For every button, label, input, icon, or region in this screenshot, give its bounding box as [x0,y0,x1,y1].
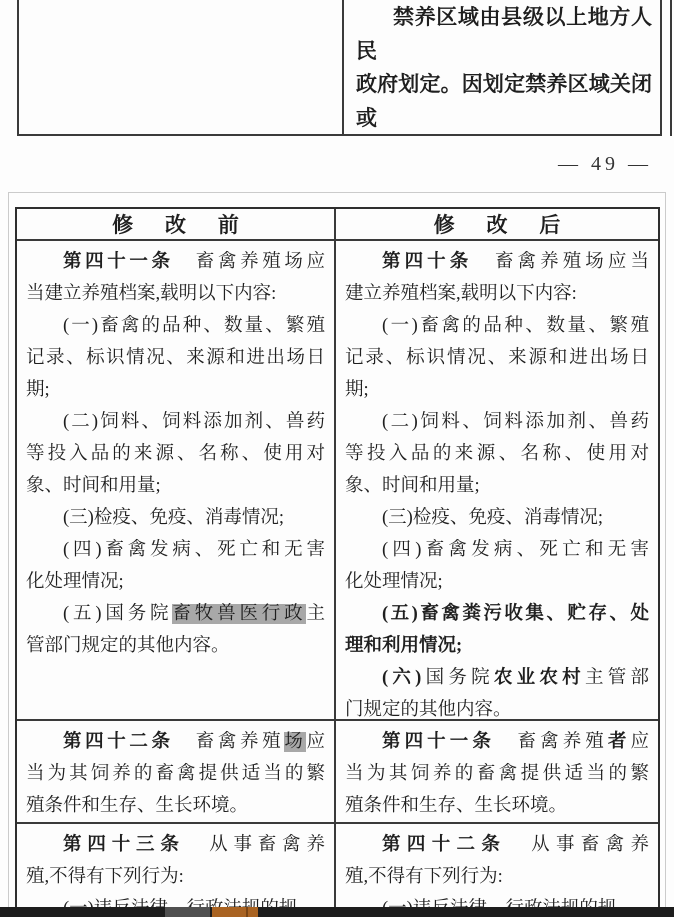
text-line [345,502,649,534]
text-line [26,374,325,406]
text-run: 禁养区域由县级以上地方人民 [356,6,652,63]
text-line [345,342,649,374]
text-run: 殖条件和生存、生长环境。 [26,796,249,816]
text-line [345,470,649,502]
text-line [26,406,325,438]
page-right-border-line [670,0,672,136]
table-header-row [17,209,658,241]
header-before-cell: 修 改 前 [17,209,336,239]
cell-after-article-42 [336,824,658,917]
text-run: (四)畜禽发病、死亡和无害 [382,540,649,560]
bold-text: 第四十二条 [382,835,507,855]
text-line [345,829,649,861]
text-run: 殖,不得有下列行为: [345,867,503,887]
text-run: 应 [630,732,649,752]
text-line [345,790,649,822]
text-line [26,246,325,278]
text-run: 国务院 [421,668,494,688]
text-line [26,502,325,534]
text-run: 政府划定。因划定禁养区域关闭或 [356,73,652,130]
text-line [345,406,649,438]
text-line [26,790,325,822]
text-line [345,694,649,719]
highlighted-text: 畜牧兽医行政 [172,604,307,624]
text-run: 畜禽养殖场应当 [472,252,649,272]
text-run: 建立养殖档案,载明以下内容: [345,284,577,304]
text-run: 主 [306,604,325,624]
bold-text: 者 [607,732,631,752]
previous-comparison-table-fragment [17,0,662,136]
text-line [26,630,325,662]
text-run: 应 [306,732,325,752]
text-run: 畜禽养殖 [494,732,608,752]
text-run: 化处理情况; [26,572,124,592]
text-line [345,566,649,598]
text-run: 化处理情况; [345,572,443,592]
text-run: 期; [26,380,50,400]
text-line [26,566,325,598]
text-line [26,861,325,893]
text-run: 等投入品的来源、名称、使用对 [345,444,649,464]
text-run: (二)饲料、饲料添加剂、兽药 [63,412,325,432]
text-run: (三)检疫、免疫、消毒情况; [63,508,284,528]
cell-before-article-42 [17,721,336,822]
text-run: 象、时间和用量; [26,476,161,496]
page-number: — 49 — [558,153,652,175]
table-row-article-41-40 [17,241,658,721]
text-run: 等投入品的来源、名称、使用对 [26,444,325,464]
text-run: (二)饲料、饲料添加剂、兽药 [382,412,649,432]
taskbar-orange-segment[interactable] [212,907,258,917]
text-run: (一)畜禽的品种、数量、繁殖 [63,316,325,336]
text-line [345,374,649,406]
bold-text: 理和利用情况; [345,636,463,656]
bold-text: 第四十一条 [382,732,495,752]
text-run: 当为其饲养的畜禽提供适当的繁 [26,764,325,784]
bottom-taskbar [0,907,674,917]
text-run: 从事畜禽养 [184,835,325,855]
text-run: 记录、标识情况、来源和进出场日 [26,348,325,368]
text-line [26,829,325,861]
text-line [26,310,325,342]
text-line [345,310,649,342]
text-line [26,438,325,470]
text-run: 畜禽养殖 [173,732,285,752]
text-run: 管部门规定的其他内容。 [26,636,230,656]
bold-text: (六) [382,668,422,688]
text-line [26,470,325,502]
text-line [345,534,649,566]
bold-text: (五)畜禽粪污收集、贮存、处 [382,604,649,624]
text-line [345,630,649,662]
cell-before-article-41 [17,241,336,719]
revision-comparison-table [15,207,660,917]
text-line [345,726,649,758]
text-run: 殖条件和生存、生长环境。 [345,796,568,816]
text-line [26,534,325,566]
text-line [345,246,649,278]
text-run: 记录、标识情况、来源和进出场日 [345,348,649,368]
text-line [26,726,325,758]
text-line [345,438,649,470]
table-row-article-42-41 [17,721,658,824]
text-line [345,758,649,790]
text-line [356,1,652,68]
top-table-after-cell [344,0,660,134]
text-line [26,278,325,310]
bold-text: 农业农村 [493,668,585,688]
text-line [356,68,652,134]
bold-text: 第四十二条 [63,732,174,752]
top-table-before-cell-empty [19,0,344,134]
highlighted-text: 场 [284,732,307,752]
text-run: 门规定的其他内容。 [345,700,512,719]
text-line [345,598,649,630]
text-run: 象、时间和用量; [345,476,480,496]
text-run: 期; [345,380,369,400]
text-run: (三)检疫、免疫、消毒情况; [382,508,603,528]
taskbar-gray-segment[interactable] [165,907,210,917]
text-line [345,662,649,694]
text-run: 殖,不得有下列行为: [26,867,184,887]
text-line [26,342,325,374]
text-line [26,598,325,630]
text-line [345,861,649,893]
bold-text: 第四十条 [382,252,473,272]
text-run: 当建立养殖档案,载明以下内容: [26,284,277,304]
text-line [345,278,649,310]
table-row-article-43-42 [17,824,658,917]
text-run: 主管部 [584,668,649,688]
text-run: 当为其饲养的畜禽提供适当的繁 [345,764,649,784]
cell-after-article-40 [336,241,658,719]
taskbar-segment-divider [246,907,248,917]
cell-before-article-43 [17,824,336,917]
text-run: (四)畜禽发病、死亡和无害 [63,540,325,560]
text-run: 从事畜禽养 [506,835,649,855]
cell-after-article-41 [336,721,658,822]
header-after-cell: 修 改 后 [433,214,574,237]
bold-text: 第四十三条 [63,835,185,855]
text-line [26,758,325,790]
text-run: (一)畜禽的品种、数量、繁殖 [382,316,649,336]
text-run: (五)国务院 [63,604,173,624]
bold-text: 第四十一条 [63,252,174,272]
text-run: 畜禽养殖场应 [173,252,325,272]
